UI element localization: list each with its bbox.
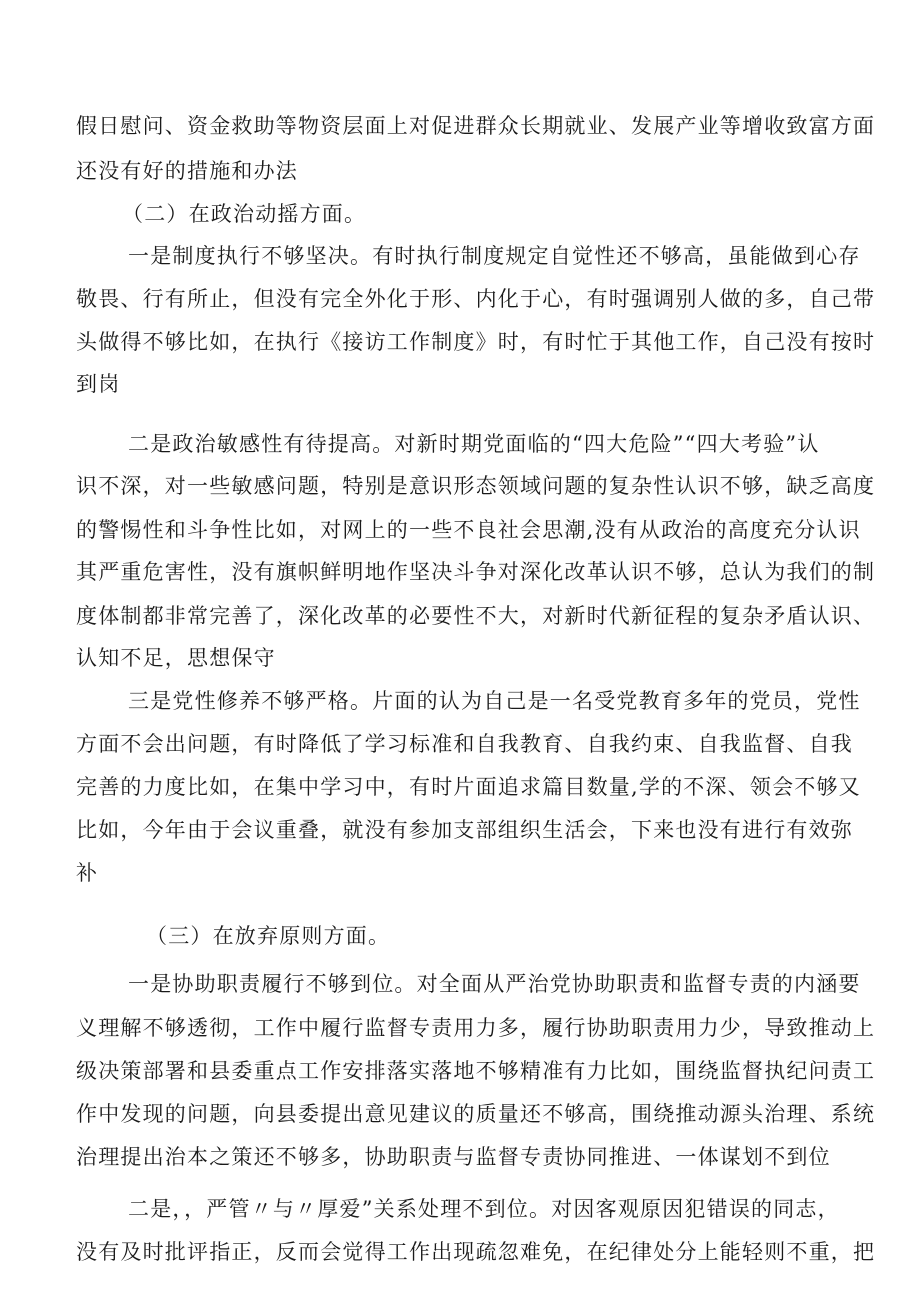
text-line: 一是制度执行不够坚决。有时执行制度规定自觉性还不够高，虽能做到心存: [128, 244, 861, 268]
text-line: 的警惕性和斗争性比如，对网上的一些不良社会思潮,没有从政治的高度充分认识: [76, 518, 861, 542]
text-line: 还没有好的措施和办法: [76, 159, 298, 183]
text-line: 级决策部署和县委重点工作安排落实落地不够精准有力比如，围绕监督执纪问责工: [76, 1059, 876, 1083]
text-line: 补: [76, 861, 99, 885]
text-line: 方面不会出问题，有时降低了学习标准和自我教育、自我约束、自我监督、自我: [76, 732, 853, 756]
text-line: 完善的力度比如，在集中学习中，有时片面追求篇目数量,学的不深、领会不够又: [76, 775, 861, 799]
text-line: 二是政治敏感性有待提高。对新时期党面临的“四大危险”“四大考验”认: [128, 432, 820, 456]
text-line: 一是协助职责履行不够到位。对全面从严治党协助职责和监督专责的内涵要: [128, 972, 861, 996]
section-heading: （二）在政治动摇方面。: [122, 202, 367, 226]
text-line: 没有及时批评指正，反而会觉得工作出现疏忽难免，在纪律处分上能轻则不重，把: [76, 1240, 876, 1264]
text-line: 认知不足，思想保守: [76, 646, 276, 670]
text-line: 三是党性修养不够严格。片面的认为自己是一名受党教育多年的党员，党性: [128, 689, 861, 713]
text-line: 其严重危害性，没有旗帜鲜明地作坚决斗争对深化改革认识不够，总认为我们的制: [76, 560, 876, 584]
text-line: 治理提出治本之策还不够多，协助职责与监督专责协同推进、一体谋划不到位: [76, 1145, 831, 1169]
text-line: 到岗: [76, 372, 121, 396]
text-line: 二是，，严管〃与〃厚爱”关系处理不到位。对因客观原因犯错误的同志，: [128, 1197, 840, 1221]
text-line: 敬畏、行有所止，但没有完全外化于形、内化于心，有时强调别人做的多，自己带: [76, 287, 876, 311]
text-line: 度体制都非常完善了，深化改革的必要性不大，对新时代新征程的复杂矛盾认识、: [76, 604, 876, 628]
text-line: 比如，今年由于会议重叠，就没有参加支部组织生活会，下来也没有进行有效弥: [76, 818, 853, 842]
text-line: 作中发现的问题，向县委提出意见建议的质量还不够高，围绕推动源头治理、系统: [76, 1102, 876, 1126]
section-heading: （三）在放弃原则方面。: [146, 924, 391, 948]
text-line: 识不深，对一些敏感问题，特别是意识形态领域问题的复杂性认识不够，缺乏高度: [76, 474, 876, 498]
text-line: 头做得不够比如，在执行《接访工作制度》时，有时忙于其他工作，自己没有按时: [76, 330, 876, 354]
text-line: 义理解不够透彻，工作中履行监督专责用力多，履行协助职责用力少，导致推动上: [76, 1016, 876, 1040]
text-line: 假日慰问、资金救助等物资层面上对促进群众长期就业、发展产业等增收致富方面: [76, 114, 876, 138]
